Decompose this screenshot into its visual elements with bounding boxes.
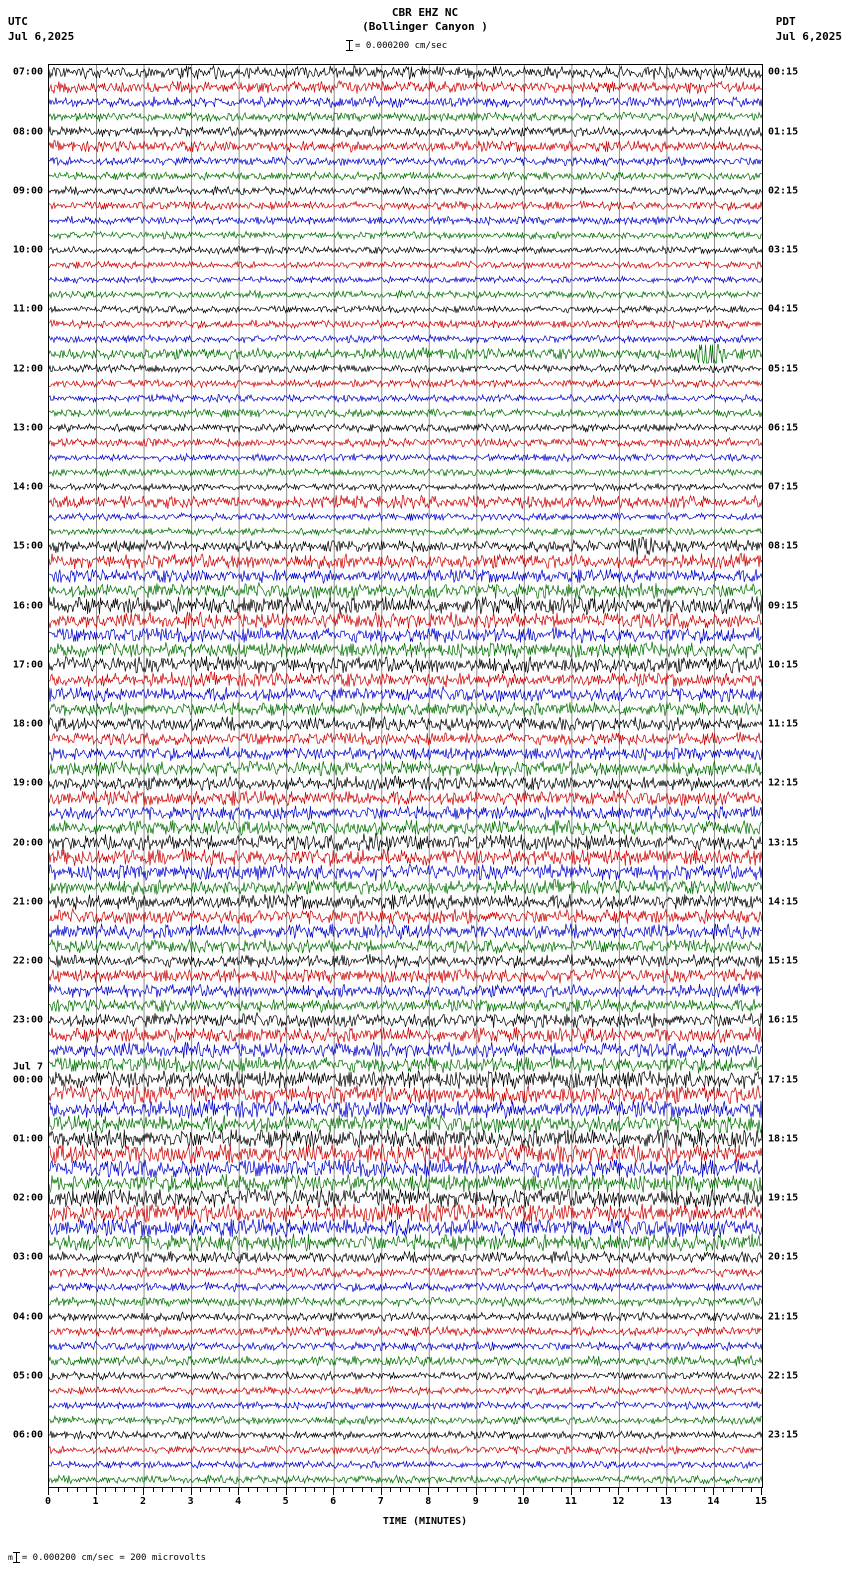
trace-line — [49, 394, 762, 402]
trace-line — [49, 320, 762, 329]
y-axis-label-utc: 05:00 — [12, 1370, 43, 1382]
x-axis-minor-tick — [628, 1488, 629, 1492]
y-axis-label-utc: 14:00 — [12, 481, 43, 493]
y-axis-label-pdt: 18:15 — [768, 1133, 799, 1145]
x-axis-tick-label: 12 — [612, 1496, 625, 1507]
x-axis-tick-label: 4 — [235, 1496, 242, 1507]
trace-line — [49, 424, 762, 433]
trace-line — [49, 1085, 762, 1103]
x-axis-minor-tick — [637, 1488, 638, 1492]
trace-line — [49, 291, 762, 299]
trace-line — [49, 537, 762, 555]
trace-line — [49, 126, 762, 136]
x-axis-minor-tick — [295, 1488, 296, 1492]
x-axis-tick — [571, 1488, 572, 1495]
x-axis-minor-tick — [457, 1488, 458, 1492]
y-axis-label-utc: 15:00 — [12, 540, 43, 552]
x-axis-minor-tick — [590, 1488, 591, 1492]
trace-line — [49, 954, 762, 968]
footer-prefix: m — [8, 1553, 13, 1562]
trace-line — [49, 1267, 762, 1277]
trace-line — [49, 1251, 762, 1263]
trace-line — [49, 879, 762, 895]
x-axis-minor-tick — [409, 1488, 410, 1492]
x-axis-minor-tick — [447, 1488, 448, 1492]
x-axis-minor-tick — [723, 1488, 724, 1492]
y-axis-label-utc: 04:00 — [12, 1311, 43, 1323]
station-location: (Bollinger Canyon ) — [362, 20, 488, 33]
trace-line — [49, 612, 762, 629]
x-axis-minor-tick — [115, 1488, 116, 1492]
y-axis-label-utc: 22:00 — [12, 955, 43, 967]
x-axis-title: TIME (MINUTES) — [382, 1516, 468, 1527]
y-axis-label-pdt: 10:15 — [768, 659, 799, 671]
y-axis-label-utc: 12:00 — [12, 363, 43, 375]
x-axis-tick-label: 3 — [187, 1496, 194, 1507]
x-axis-tick-label: 8 — [425, 1496, 432, 1507]
x-axis-tick — [381, 1488, 382, 1495]
pdt-date: Jul 6,2025 — [775, 30, 842, 43]
x-axis-tick — [523, 1488, 524, 1495]
x-axis-tick-label: 5 — [282, 1496, 289, 1507]
x-axis-tick — [428, 1488, 429, 1495]
x-axis-tick-label: 15 — [754, 1496, 768, 1507]
x-axis-tick — [286, 1488, 287, 1495]
y-axis-label-pdt: 15:15 — [768, 955, 799, 967]
header-center — [0, 6, 850, 34]
day-break-label: Jul 7 — [12, 1061, 43, 1073]
y-axis-label-pdt: 07:15 — [768, 481, 799, 493]
trace-line — [49, 924, 762, 940]
seismogram-plot — [12, 64, 799, 1488]
y-axis-label-pdt: 02:15 — [768, 185, 799, 197]
y-axis-label-pdt: 05:15 — [768, 363, 799, 375]
trace-line — [49, 894, 762, 910]
trace-line — [49, 1056, 762, 1074]
trace-line — [49, 1145, 762, 1163]
y-axis-label-utc: 01:00 — [12, 1133, 43, 1145]
trace-line — [49, 999, 762, 1012]
y-axis-label-pdt: 13:15 — [768, 837, 799, 849]
trace-line — [49, 1282, 762, 1292]
y-axis-label-utc: 21:00 — [12, 896, 43, 908]
trace-line — [49, 583, 762, 599]
x-axis-minor-tick — [276, 1488, 277, 1492]
trace-line — [49, 81, 762, 94]
x-axis-tick-label: 2 — [140, 1496, 147, 1507]
x-axis-minor-tick — [504, 1488, 505, 1492]
y-axis-label-utc: 08:00 — [12, 126, 43, 138]
station-title: CBR EHZ NC — [391, 6, 459, 19]
trace-line — [49, 1027, 762, 1043]
x-axis-minor-tick — [371, 1488, 372, 1492]
x-axis-minor-tick — [495, 1488, 496, 1492]
trace-line — [49, 261, 762, 269]
trace-line — [49, 790, 762, 806]
x-axis-tick-label: 13 — [659, 1496, 672, 1507]
trace-line — [49, 335, 762, 343]
x-axis-minor-tick — [685, 1488, 686, 1492]
trace-line — [49, 1402, 762, 1410]
trace-line — [49, 216, 762, 225]
x-axis-minor-tick — [229, 1488, 230, 1492]
x-axis-minor-tick — [552, 1488, 553, 1492]
trace-line — [49, 112, 762, 122]
y-axis-label-utc: 13:00 — [12, 422, 43, 434]
trace-line — [49, 1071, 762, 1089]
x-axis-tick — [476, 1488, 477, 1495]
x-axis-minor-tick — [200, 1488, 201, 1492]
x-axis-minor-tick — [390, 1488, 391, 1492]
trace-line — [49, 834, 762, 852]
x-axis-tick-label: 9 — [472, 1496, 479, 1507]
trace-line — [49, 702, 762, 716]
y-axis-label-pdt: 19:15 — [768, 1192, 799, 1204]
y-axis-label-utc: 10:00 — [12, 244, 43, 256]
trace-line — [49, 495, 762, 509]
y-axis-label-utc: 16:00 — [12, 600, 43, 612]
y-axis-label-utc: 17:00 — [12, 659, 43, 671]
x-axis-minor-tick — [485, 1488, 486, 1492]
x-axis-tick — [713, 1488, 714, 1495]
trace-line — [49, 761, 762, 777]
x-axis-minor-tick — [647, 1488, 648, 1492]
x-axis-minor-tick — [314, 1488, 315, 1492]
y-axis-label-pdt: 20:15 — [768, 1251, 799, 1263]
trace-line — [49, 1130, 762, 1148]
y-axis-label-utc: 00:00 — [12, 1074, 43, 1086]
x-axis-minor-tick — [86, 1488, 87, 1492]
y-axis-label-pdt: 03:15 — [768, 244, 799, 256]
x-axis-minor-tick — [172, 1488, 173, 1492]
y-axis-label-utc: 19:00 — [12, 777, 43, 789]
x-axis-tick — [618, 1488, 619, 1495]
trace-line — [49, 848, 762, 866]
trace-line — [49, 513, 762, 521]
x-axis-tick-label: 6 — [330, 1496, 337, 1507]
x-axis-minor-tick — [609, 1488, 610, 1492]
x-axis-minor-tick — [656, 1488, 657, 1492]
trace-line — [49, 687, 762, 702]
x-axis-minor-tick — [153, 1488, 154, 1492]
trace-line — [49, 1042, 762, 1058]
y-axis-label-pdt: 09:15 — [768, 600, 799, 612]
y-axis-label-pdt: 01:15 — [768, 126, 799, 138]
trace-line — [49, 1372, 762, 1381]
y-axis-label-utc: 18:00 — [12, 718, 43, 730]
x-axis-minor-tick — [694, 1488, 695, 1492]
x-axis-minor-tick — [466, 1488, 467, 1492]
x-axis-tick — [96, 1488, 97, 1495]
x-axis — [44, 1488, 768, 1518]
x-axis-minor-tick — [742, 1488, 743, 1492]
trace-line — [49, 939, 762, 954]
trace-line — [49, 864, 762, 881]
trace-line — [49, 820, 762, 836]
trace-line — [49, 1234, 762, 1252]
trace-line — [49, 1386, 762, 1395]
x-axis-minor-tick — [162, 1488, 163, 1492]
trace-line — [49, 672, 762, 687]
y-axis-label-pdt: 21:15 — [768, 1311, 799, 1323]
pdt-label: PDT — [775, 15, 796, 28]
trace-line — [49, 96, 762, 107]
x-axis-minor-tick — [58, 1488, 59, 1492]
y-axis-label-pdt: 08:15 — [768, 540, 799, 552]
x-axis-minor-tick — [324, 1488, 325, 1492]
y-axis-label-utc: 23:00 — [12, 1014, 43, 1026]
y-axis-label-pdt: 04:15 — [768, 303, 799, 315]
trace-line — [49, 1356, 762, 1366]
y-axis-label-utc: 09:00 — [12, 185, 43, 197]
x-axis-minor-tick — [67, 1488, 68, 1492]
trace-line — [49, 528, 762, 536]
x-axis-minor-tick — [181, 1488, 182, 1492]
y-axis-label-utc: 07:00 — [12, 66, 43, 78]
x-axis-minor-tick — [580, 1488, 581, 1492]
trace-line — [49, 1431, 762, 1439]
x-axis-minor-tick — [675, 1488, 676, 1492]
trace-canvas — [49, 65, 762, 1487]
footer-text: = 0.000200 cm/sec = 200 microvolts — [21, 1553, 207, 1563]
trace-line — [49, 984, 762, 998]
x-axis-tick — [191, 1488, 192, 1495]
x-axis-minor-tick — [732, 1488, 733, 1492]
x-axis-tick — [761, 1488, 762, 1495]
y-axis-label-pdt: 17:15 — [768, 1074, 799, 1086]
x-axis-minor-tick — [257, 1488, 258, 1492]
trace-line — [49, 379, 762, 388]
x-axis-minor-tick — [751, 1488, 752, 1492]
y-axis-label-pdt: 14:15 — [768, 896, 799, 908]
trace-line — [49, 438, 762, 447]
trace-line — [49, 968, 762, 983]
x-axis-minor-tick — [704, 1488, 705, 1492]
trace-line — [49, 409, 762, 418]
trace-line — [49, 246, 762, 254]
y-axis-label-utc: 06:00 — [12, 1429, 43, 1441]
footer-scale-bar-icon — [16, 1552, 17, 1563]
trace-line — [49, 597, 762, 615]
y-axis-label-pdt: 00:15 — [768, 66, 799, 78]
trace-line — [49, 140, 762, 152]
x-axis-minor-tick — [134, 1488, 135, 1492]
trace-line — [49, 1416, 762, 1425]
trace-line — [49, 1446, 762, 1455]
scale-bar-icon — [349, 40, 350, 51]
trace-line — [49, 1461, 762, 1469]
trace-line — [49, 187, 762, 196]
trace-line — [49, 1013, 762, 1028]
trace-line — [49, 747, 762, 761]
x-axis-minor-tick — [438, 1488, 439, 1492]
trace-line — [49, 345, 762, 363]
x-axis-minor-tick — [542, 1488, 543, 1492]
x-axis-minor-tick — [210, 1488, 211, 1492]
trace-line — [49, 1219, 762, 1237]
trace-line — [49, 1312, 762, 1322]
trace-line — [49, 553, 762, 569]
trace-line — [49, 909, 762, 924]
trace-line — [49, 172, 762, 181]
trace-line — [49, 201, 762, 211]
x-axis-minor-tick — [124, 1488, 125, 1492]
trace-line — [49, 806, 762, 821]
trace-line — [49, 468, 762, 476]
x-axis-minor-tick — [514, 1488, 515, 1492]
trace-line — [49, 1341, 762, 1350]
y-axis-label-pdt: 11:15 — [768, 718, 799, 730]
x-axis-minor-tick — [267, 1488, 268, 1492]
utc-date: Jul 6,2025 — [8, 30, 75, 43]
x-axis-minor-tick — [533, 1488, 534, 1492]
x-axis-tick-label: 7 — [377, 1496, 384, 1507]
x-axis-minor-tick — [400, 1488, 401, 1492]
y-axis-label-pdt: 12:15 — [768, 777, 799, 789]
x-axis-tick — [333, 1488, 334, 1495]
trace-line — [49, 642, 762, 659]
trace-line — [49, 717, 762, 732]
y-axis-label-utc: 03:00 — [12, 1251, 43, 1263]
trace-line — [49, 276, 762, 283]
x-axis-tick — [666, 1488, 667, 1495]
x-axis-minor-tick — [77, 1488, 78, 1492]
y-axis-label-utc: 11:00 — [12, 303, 43, 315]
y-axis-label-utc: 02:00 — [12, 1192, 43, 1204]
trace-line — [49, 231, 762, 239]
trace-line — [49, 1297, 762, 1307]
x-axis-tick-label: 1 — [92, 1496, 99, 1507]
trace-line — [49, 656, 762, 673]
trace-line — [49, 364, 762, 373]
trace-line — [49, 627, 762, 644]
x-axis-minor-tick — [305, 1488, 306, 1492]
x-axis-minor-tick — [105, 1488, 106, 1492]
x-axis-minor-tick — [362, 1488, 363, 1492]
y-axis-label-pdt: 22:15 — [768, 1370, 799, 1382]
x-axis-minor-tick — [343, 1488, 344, 1492]
utc-label: UTC — [8, 15, 28, 28]
y-axis-label-pdt: 06:15 — [768, 422, 799, 434]
x-axis-minor-tick — [248, 1488, 249, 1492]
trace-line — [49, 1174, 762, 1192]
trace-line — [49, 454, 762, 462]
x-axis-tick — [238, 1488, 239, 1495]
x-axis-minor-tick — [352, 1488, 353, 1492]
scale-reference — [349, 40, 447, 51]
trace-line — [49, 66, 762, 80]
trace-line — [49, 1327, 762, 1337]
y-axis-label-pdt: 16:15 — [768, 1014, 799, 1026]
y-axis-label-pdt: 23:15 — [768, 1429, 799, 1441]
trace-line — [49, 1475, 762, 1484]
trace-line — [49, 156, 762, 165]
x-axis-tick-label: 0 — [44, 1496, 52, 1507]
trace-line — [49, 1115, 762, 1133]
x-axis-minor-tick — [219, 1488, 220, 1492]
trace-line — [49, 569, 762, 583]
footer-scale — [8, 1552, 206, 1563]
trace-line — [49, 1189, 762, 1207]
x-axis-minor-tick — [561, 1488, 562, 1492]
trace-line — [49, 776, 762, 791]
trace-line — [49, 483, 762, 491]
x-axis-tick — [48, 1488, 49, 1495]
x-axis-tick-label: 14 — [707, 1496, 720, 1507]
trace-line — [49, 306, 762, 314]
scale-text: = 0.000200 cm/sec — [355, 41, 448, 51]
x-axis-tick — [143, 1488, 144, 1495]
trace-line — [49, 732, 762, 746]
x-axis-minor-tick — [599, 1488, 600, 1492]
y-axis-label-utc: 20:00 — [12, 837, 43, 849]
x-axis-minor-tick — [419, 1488, 420, 1492]
x-axis-tick-label: 10 — [517, 1496, 530, 1507]
x-axis-tick-label: 11 — [564, 1496, 577, 1507]
